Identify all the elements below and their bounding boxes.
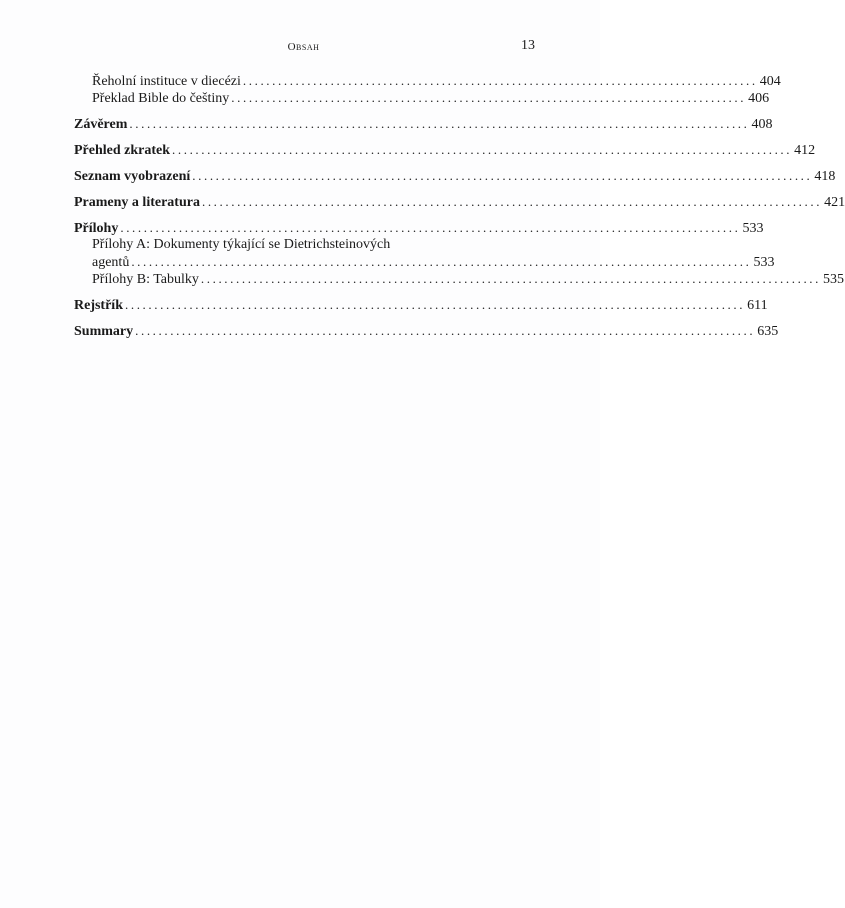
- page-number: 13: [521, 38, 535, 53]
- toc-entry-page: 533: [753, 255, 775, 270]
- table-of-contents: [74, 72, 845, 339]
- toc-entry-page: 406: [748, 91, 770, 106]
- toc-entry-page: 421: [824, 195, 845, 210]
- toc-leader-dots: ..........................................................................................................: [135, 323, 756, 338]
- toc-entry-page: 535: [823, 272, 844, 287]
- toc-leader-dots: ........................................................................................: [231, 90, 747, 105]
- toc-entry-label: Přílohy B: Tabulky: [92, 272, 199, 287]
- toc-entry-prilohy-b: [74, 270, 844, 287]
- toc-entry-rejstrik: [74, 296, 768, 313]
- toc-entry-label: Přílohy: [74, 221, 119, 236]
- toc-entry-page: 404: [759, 74, 781, 89]
- toc-entry-zaverem: [74, 115, 773, 132]
- toc-entry-label: agentů: [92, 255, 130, 270]
- toc-leader-dots: ..........................................................................................................: [192, 168, 813, 183]
- toc-entry-prehled-zkratek: [74, 141, 816, 158]
- toc-leader-dots: ..........................................................................................................: [120, 220, 741, 235]
- toc-leader-dots: ..........................................................................................................: [131, 254, 752, 269]
- toc-leader-dots: ..........................................................................................................: [125, 297, 746, 312]
- toc-entry-label: Prameny a literatura: [74, 195, 200, 210]
- toc-entry-page: 418: [814, 169, 836, 184]
- toc-entry-page: 635: [757, 324, 779, 339]
- toc-entry-page: 412: [794, 143, 816, 158]
- page-header: [72, 38, 535, 58]
- toc-entry-label: Závěrem: [74, 117, 128, 132]
- toc-entry-label: Překlad Bible do češtiny: [92, 91, 230, 106]
- toc-entry-label: Rejstřík: [74, 298, 123, 313]
- toc-entry-summary: [74, 322, 779, 339]
- toc-leader-dots: ..........................................................................................................: [172, 142, 793, 157]
- toc-entry-label: Seznam vyobrazení: [74, 169, 191, 184]
- toc-leader-dots: ........................................................................................: [242, 73, 758, 88]
- toc-entry-preklad-bible: [74, 89, 770, 106]
- toc-entry-label: Summary: [74, 324, 134, 339]
- toc-entry-seznam-vyobrazeni: [74, 167, 836, 184]
- toc-entry-page: 408: [751, 117, 773, 132]
- toc-leader-dots: ..........................................................................................................: [200, 271, 821, 286]
- toc-entry-prilohy: [74, 219, 764, 236]
- toc-entry-page: 533: [742, 221, 764, 236]
- toc-entry-page: 611: [747, 298, 768, 313]
- running-head: Obsah: [287, 41, 320, 53]
- toc-entry-label: Řeholní instituce v diecézi: [92, 74, 241, 89]
- toc-entry-prilohy-a: [74, 253, 775, 270]
- toc-leader-dots: ..........................................................................................................: [129, 116, 750, 131]
- toc-entry-prameny-literatura: [74, 193, 845, 210]
- toc-leader-dots: ..........................................................................................................: [201, 194, 823, 209]
- toc-entry-prilohy-a-title: Přílohy A: Dokumenty týkající se Dietrichsteinových: [92, 237, 391, 252]
- toc-entry-label: Přehled zkratek: [74, 143, 171, 158]
- toc-entry-reholni-instituce: [74, 72, 781, 89]
